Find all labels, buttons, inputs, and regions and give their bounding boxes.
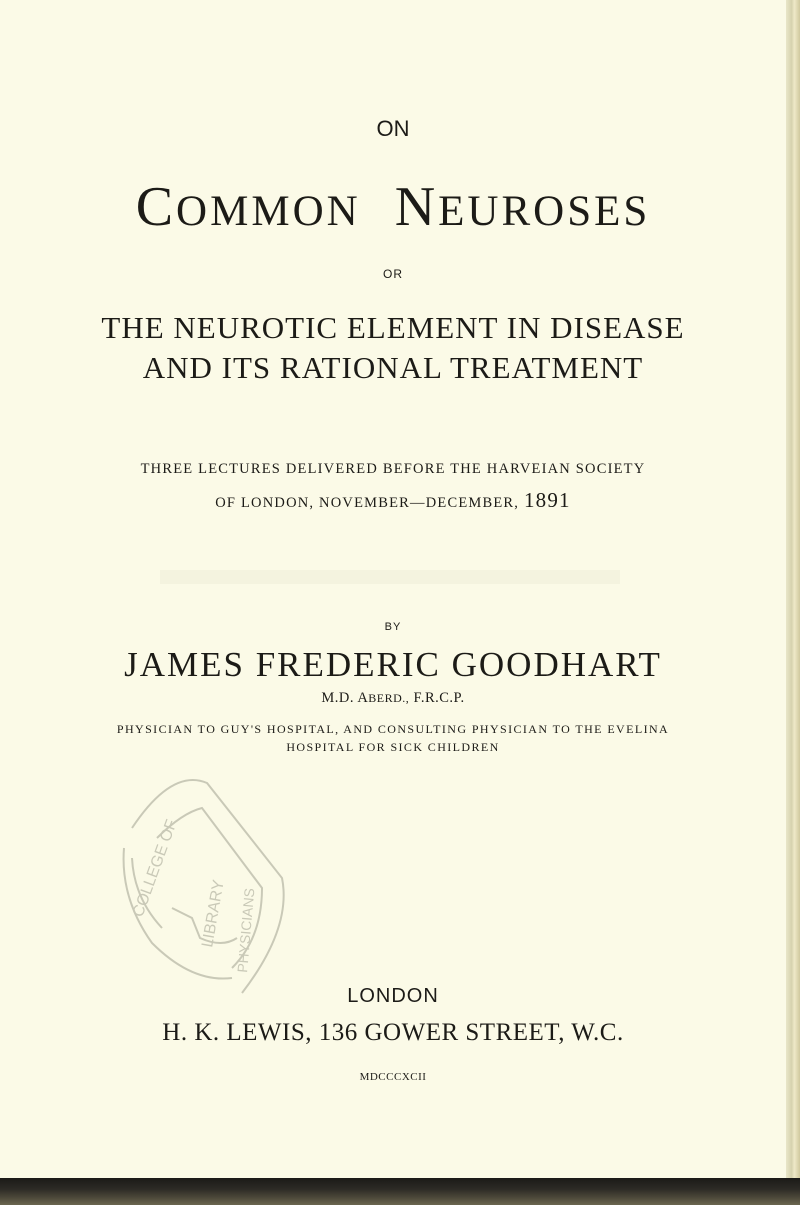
degree-aberd-initial: A <box>357 690 369 706</box>
degree-frcp: F.R.C.P. <box>413 690 465 706</box>
by-label: BY <box>384 621 402 633</box>
page-edge-right <box>786 0 800 1205</box>
title-initial-n: N <box>394 176 439 238</box>
author-name: JAMES FREDERIC GOODHART <box>124 645 662 684</box>
degree-aberd-rest: BERD., <box>368 691 410 705</box>
imprint-publisher: H. K. LEWIS, 136 GOWER STREET, W.C. <box>162 1019 624 1046</box>
author-position-line-1: PHYSICIAN TO GUY'S HOSPITAL, AND CONSULTING PHYSICIAN TO THE EVELINA <box>116 722 670 736</box>
degree-aberd <box>357 690 409 706</box>
lectures-line-1: THREE LECTURES DELIVERED BEFORE THE HARVEIAN SOCIETY <box>140 461 646 477</box>
library-stamp-icon <box>112 768 302 998</box>
imprint-date: MDCCCXCII <box>359 1071 427 1083</box>
imprint-place: LONDON <box>347 985 439 1007</box>
svg-text:COLLEGE OF: COLLEGE OF <box>129 817 181 920</box>
svg-text:LIBRARY: LIBRARY <box>199 878 228 949</box>
title-word-ommon: OMMON <box>176 188 361 235</box>
svg-text:PHYSICIANS: PHYSICIANS <box>234 887 258 974</box>
title-or: OR <box>383 267 403 281</box>
subtitle-line-1: THE NEUROTIC ELEMENT IN DISEASE <box>101 310 685 345</box>
bleed-through-text <box>160 562 620 592</box>
page-title <box>0 175 786 239</box>
page-edge-bottom <box>0 1178 800 1205</box>
author-position-line-2: HOSPITAL FOR SICK CHILDREN <box>286 740 500 754</box>
title-word-euroses: EUROSES <box>438 188 651 235</box>
lectures-year: 1891 <box>523 488 571 512</box>
degree-md: M.D. <box>321 690 354 706</box>
lectures-line-2-text: OF LONDON, NOVEMBER—DECEMBER, <box>215 495 520 511</box>
subtitle-line-2: AND ITS RATIONAL TREATMENT <box>142 350 644 385</box>
title-on: ON <box>376 116 410 141</box>
author-degrees <box>0 690 786 707</box>
title-initial-c: C <box>135 176 177 238</box>
lectures-line-2 <box>0 488 786 513</box>
